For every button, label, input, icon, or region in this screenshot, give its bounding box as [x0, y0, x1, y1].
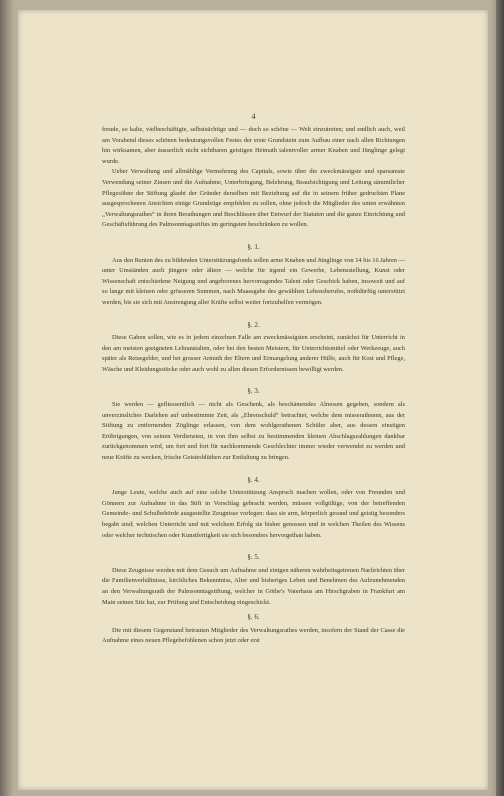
section-text-3: Sie werden — gefliessentlich — nicht als Geschenk, als beschämendes Almosen gegeben, sondern als unverzinsliches Darlehen auf unbestimmte Zeit, als „Ehrenschuld“ betrachtet, welche dem misserathenen, aus der Stiftung zu entfernenden Zöglinge erlassen, von dem wohlgerathenen Schüler aber, aus dessen einstigen Erübrigungen, von seinen Verdiensten, in von ihm selbst zu bestimmenden kleinen Abschlagszahlungen dankbar zurückgenommen wird, um fort und fort für nachkommende Geschlechter immer wieder verwendet zu werden und neue Kräfte zu wecken, frische Geistesblüthen zur Entfaltung zu bringen.	[102, 401, 405, 462]
section-heading-3: §. 3.	[247, 387, 260, 396]
section-text-1: Aus den Renten des zu bildenden Unterstützungsfonds sollen arme Knaben und Jünglinge von 14 bis 16 Jahren — unter Umständen auch jüngere oder ältere — welche für irgend ein Gewerbe, Lebensstellung, Kunst oder Wissenschaft entschiedene Neigung und angeborenes hervorragendes Talent oder Geschick haben, insoweit und auf so lange mit kleinen oder grösseren Summen, nach Maassgabe des gewählten Lebensberufes, nothdürftig unterstützt werden, bis sie sich mit Anstrengung aller Kräfte selbst weiter fortzuhelfen vermögen.	[102, 256, 405, 306]
section-heading-4: §. 4.	[247, 475, 260, 484]
section-text-2: Diese Gaben sollen, wie es in jedem einzelnen Falle am zweckmässigsten erscheint, zunächst für Unterricht in den am meisten geeigneten Lehranstalten, oder bei den besten Meistern, für Unterrichtsmittel oder Werkzeuge, auch später als Reisegelder, und bei grosser Armuth der Eltern und Ermangelung anderer Hülfe, auch für Kost und Pflege, Wäsche und Kleidungsstücke oder auch wohl zu allen diesen Erfordernissen bewilligt werden.	[102, 334, 405, 373]
section-text-4: Junge Leute, welche auch auf eine solche Unterstützung Anspruch machen wollen, oder von Freunden und Gönnern zur Aufnahme in das Stift in Vorschlag gebracht werden, müssen vollgültige, von der betreffenden Gemeinde- und Schulbehörde ausgestellte Zeugnisse vorlegen: dass sie arm, körperlich gesund und geistig besonders begabt sind; welchen Unterricht und mit welchem Erfolg sie bisher genossen und in welchen Theilen des Wissens oder welcher technischen oder Kunstfertigkeit sie sich besonders hervorgethan haben.	[102, 489, 405, 539]
section-heading-1: §. 1.	[247, 242, 260, 251]
section-text-5: Diese Zeugnisse werden mit dem Gesuch um Aufnahme und einigen näheren wahrheitsgetreuen Nachrichten über die Familienverhältnisse, kirchliches Bekenntniss, Alter und bisheriges Leben und Benehmen des Aufzunehmenden an den Verwaltungsrath der Palmsonntagstiftung, welcher in Göthe's Vaterhaus am Hirschgraben in Frankfurt am Main seinen Sitz hat, zur Prüfung und Entscheidung eingeschickt.	[102, 566, 405, 606]
page-number: 4	[251, 112, 256, 121]
section-heading-6: §. 6.	[247, 613, 260, 622]
intro-paragraph-2: Ueber Verwaltung und allmählige Vermehrung des Capitals, sowie über die zweckmässigste und sparsamste Verwendung seiner Zinsen und die Aufnahme, Unterbringung, Belehrung, Beaufsichtigung und Leitung sämmtlicher Pflegesöhne der Stiftung glaubt der Gründer derselben mit Beziehung auf die in seinem früher gedruckten Plane ausgesprochenen Ansichten einige Grundzüge empfehlen zu sollen, ohne jedoch die Mitglieder des unten erwähnten „Verwaltungsrathes“ in ihren Berathungen und Beschlüssen über Entwurf der Statuten und die ganze Einrichtung und Geschäftsführung des Palmsonntagsstiftes im geringsten beschränken zu wollen.	[102, 168, 405, 229]
section-heading-2: §. 2.	[247, 320, 260, 329]
text-body	[102, 125, 405, 647]
section-text-6: Die mit diesem Gegenstand betrauten Mitglieder des Verwaltungsrathes werden, insofern der Stand der Casse die Aufnahme eines neuen Pflegebefohlenen schon jetzt oder erst	[102, 626, 405, 645]
section-heading-5: §. 5.	[247, 553, 260, 562]
book-edge	[496, 0, 504, 796]
intro-paragraph-1: freude, so kalte, vielbeschäftigte, selbstsüchtige und — doch so schöne — Welt einzutreten; und endlich auch, weil am Vorabend dieses schönen bedeutungsvollen Festes der erste Grundstein zum Aufbau einer nach allen Richtungen hin wirksamen, aber äusserlich nicht sichtbaren geistigen Heimath talentvoller armer Knaben und Jünglinge gelegt wurde.	[102, 126, 405, 165]
